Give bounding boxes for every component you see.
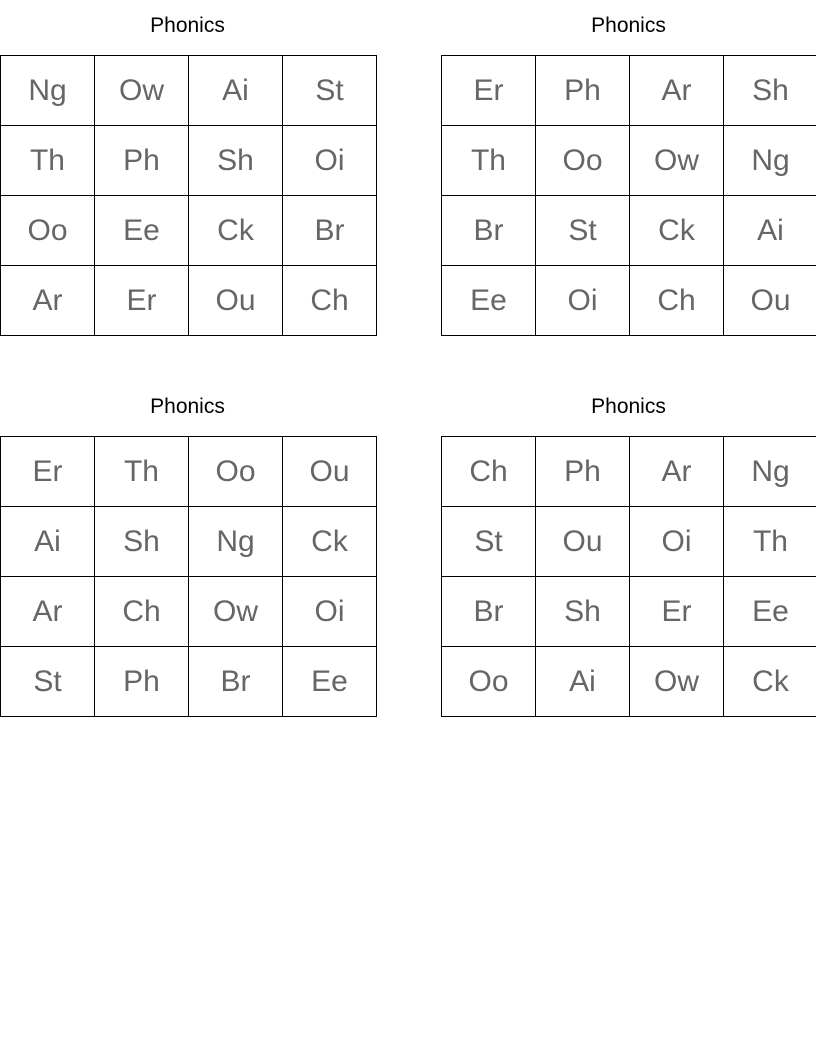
- card-title: Phonics: [591, 395, 666, 418]
- grid-cell: Ph: [95, 647, 189, 717]
- grid-cell: Ck: [630, 196, 724, 266]
- grid-cell: Ar: [1, 577, 95, 647]
- grid-row: [442, 126, 816, 196]
- grid-cell: St: [283, 56, 377, 126]
- grid-cell: Oi: [283, 577, 377, 647]
- grid-cell: Ee: [724, 577, 816, 647]
- grid-cell: Oo: [1, 196, 95, 266]
- grid-cell: Ch: [630, 266, 724, 336]
- grid-cell: Ph: [536, 437, 630, 507]
- grid-cell: Br: [442, 196, 536, 266]
- grid-cell: Er: [95, 266, 189, 336]
- bingo-grid: [441, 55, 816, 336]
- grid-row: [442, 647, 816, 717]
- bingo-grid: [0, 436, 377, 717]
- grid-cell: Ck: [283, 507, 377, 577]
- grid-cell: Er: [442, 56, 536, 126]
- grid-cell: Oi: [283, 126, 377, 196]
- grid-cell: Er: [1, 437, 95, 507]
- card-title: Phonics: [591, 14, 666, 37]
- grid-cell: Ai: [536, 647, 630, 717]
- grid-cell: Ai: [724, 196, 816, 266]
- bingo-card-1: [0, 0, 375, 336]
- grid-cell: Th: [724, 507, 816, 577]
- grid-cell: St: [536, 196, 630, 266]
- grid-cell: Br: [442, 577, 536, 647]
- grid-cell: Ar: [630, 437, 724, 507]
- grid-row: [442, 577, 816, 647]
- grid-row: [1, 507, 377, 577]
- grid-cell: Th: [442, 126, 536, 196]
- grid-cell: Ng: [724, 126, 816, 196]
- bingo-grid: [0, 55, 377, 336]
- grid-cell: Ch: [95, 577, 189, 647]
- grid-cell: Ow: [189, 577, 283, 647]
- grid-row: [442, 437, 816, 507]
- bingo-card-4: [441, 381, 816, 717]
- grid-cell: Oo: [442, 647, 536, 717]
- grid-cell: Ar: [630, 56, 724, 126]
- grid-row: [1, 126, 377, 196]
- grid-row: [442, 266, 816, 336]
- grid-cell: Ow: [630, 126, 724, 196]
- grid-cell: Ou: [283, 437, 377, 507]
- grid-row: [1, 266, 377, 336]
- grid-cell: Th: [1, 126, 95, 196]
- grid-row: [442, 56, 816, 126]
- grid-row: [1, 56, 377, 126]
- bingo-card-3: [0, 381, 375, 717]
- grid-cell: Oi: [630, 507, 724, 577]
- grid-cell: St: [442, 507, 536, 577]
- grid-row: [1, 577, 377, 647]
- grid-cell: Ee: [442, 266, 536, 336]
- grid-cell: Ph: [536, 56, 630, 126]
- grid-cell: Ow: [630, 647, 724, 717]
- grid-cell: Ng: [724, 437, 816, 507]
- grid-cell: Ar: [1, 266, 95, 336]
- grid-cell: Oi: [536, 266, 630, 336]
- grid-cell: Ai: [1, 507, 95, 577]
- card-title: Phonics: [150, 395, 225, 418]
- grid-cell: Ee: [283, 647, 377, 717]
- grid-row: [1, 647, 377, 717]
- grid-row: [1, 437, 377, 507]
- grid-cell: Ee: [95, 196, 189, 266]
- grid-cell: Oo: [536, 126, 630, 196]
- grid-row: [1, 196, 377, 266]
- grid-cell: Ai: [189, 56, 283, 126]
- bingo-grid: [441, 436, 816, 717]
- grid-cell: Ck: [189, 196, 283, 266]
- grid-cell: Sh: [724, 56, 816, 126]
- grid-cell: Ou: [536, 507, 630, 577]
- grid-cell: Ng: [1, 56, 95, 126]
- grid-cell: Ck: [724, 647, 816, 717]
- grid-cell: Ph: [95, 126, 189, 196]
- grid-cell: Br: [283, 196, 377, 266]
- grid-cell: Ow: [95, 56, 189, 126]
- grid-cell: Ch: [283, 266, 377, 336]
- grid-cell: Ng: [189, 507, 283, 577]
- grid-cell: Ch: [442, 437, 536, 507]
- grid-row: [442, 196, 816, 266]
- card-title: Phonics: [150, 14, 225, 37]
- grid-cell: St: [1, 647, 95, 717]
- grid-cell: Oo: [189, 437, 283, 507]
- grid-cell: Sh: [536, 577, 630, 647]
- bingo-card-2: [441, 0, 816, 336]
- grid-cell: Br: [189, 647, 283, 717]
- grid-cell: Er: [630, 577, 724, 647]
- grid-cell: Th: [95, 437, 189, 507]
- grid-row: [442, 507, 816, 577]
- grid-cell: Ou: [189, 266, 283, 336]
- grid-cell: Sh: [189, 126, 283, 196]
- grid-cell: Sh: [95, 507, 189, 577]
- grid-cell: Ou: [724, 266, 816, 336]
